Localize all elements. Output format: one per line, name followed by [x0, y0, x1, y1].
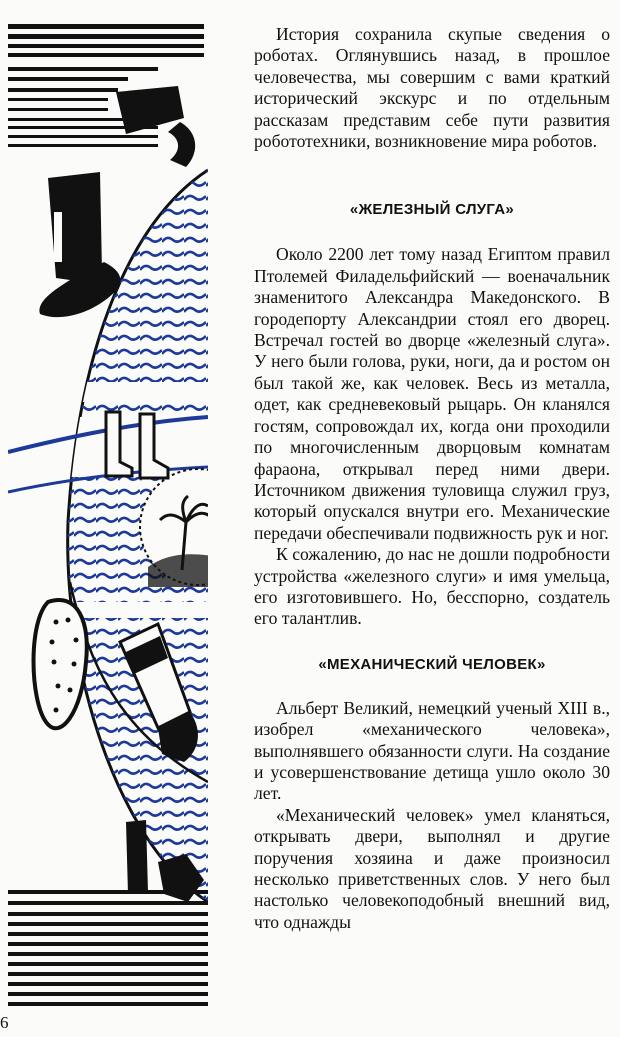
bottom-stripes: [8, 890, 208, 1006]
intro-paragraph: История сохранила скупые сведения о роботах. Оглянувшись назад, в прошлое человечества, мы совершим с вами краткий исторический экскурс и по отдельным рассказам представим себе пути развития робототехники, возникновение мира роботов.: [254, 24, 610, 152]
section2-paragraph-1: Альберт Великий, немецкий ученый XIII в., изобрел «механического человека», выполнявшего обязанности слуги. На создание и усовершенствование детища ушло около 30 лет.: [254, 697, 610, 804]
section2-paragraph-2: «Механический человек» умел кланяться, открывать двери, выполнял и другие поручения хозяина и даже произносил несколько приветственных слов. У него был настолько человекоподобный внешний вид, что однажды: [254, 804, 610, 932]
page-number: 6: [0, 1013, 9, 1032]
main-text-column: [254, 24, 610, 933]
section1-paragraph-2: К сожалению, до нас не дошли подробности устройства «железного слуги» и имя умельца, его изготовившего. Но, бесспорно, создатель его талантлив.: [254, 544, 610, 629]
decorative-illustration: [8, 22, 208, 1012]
section1-paragraph-1: Около 2200 лет тому назад Египтом правил Птолемей Филадельфийский — военачальник знаменитого Александра Македонского. В городепорту Александрии стоял его дворец. Встречал гостей во дворце «железный слуга». У него были голова, руки, ноги, да и ростом он был такой же, как человек. Весь из металла, одет, как средневековый рыцарь. Он кланялся гостям, сопровождал их, когда они проходили по многочисленным дворцовым комнатам фараона, открывал перед ними двери. Источником движения туловища служил груз, который опускался внутри его. Механические передачи обеспечивали подвижность рук и ног.: [254, 244, 610, 543]
robot-leg-top: [39, 172, 120, 317]
section-heading-iron-servant: «ЖЕЛЕЗНЫЙ СЛУГА»: [349, 201, 515, 219]
section-heading-mechanical-man: «МЕХАНИЧЕСКИЙ ЧЕЛОВЕК»: [318, 655, 546, 673]
shoe-sole: [34, 600, 87, 728]
